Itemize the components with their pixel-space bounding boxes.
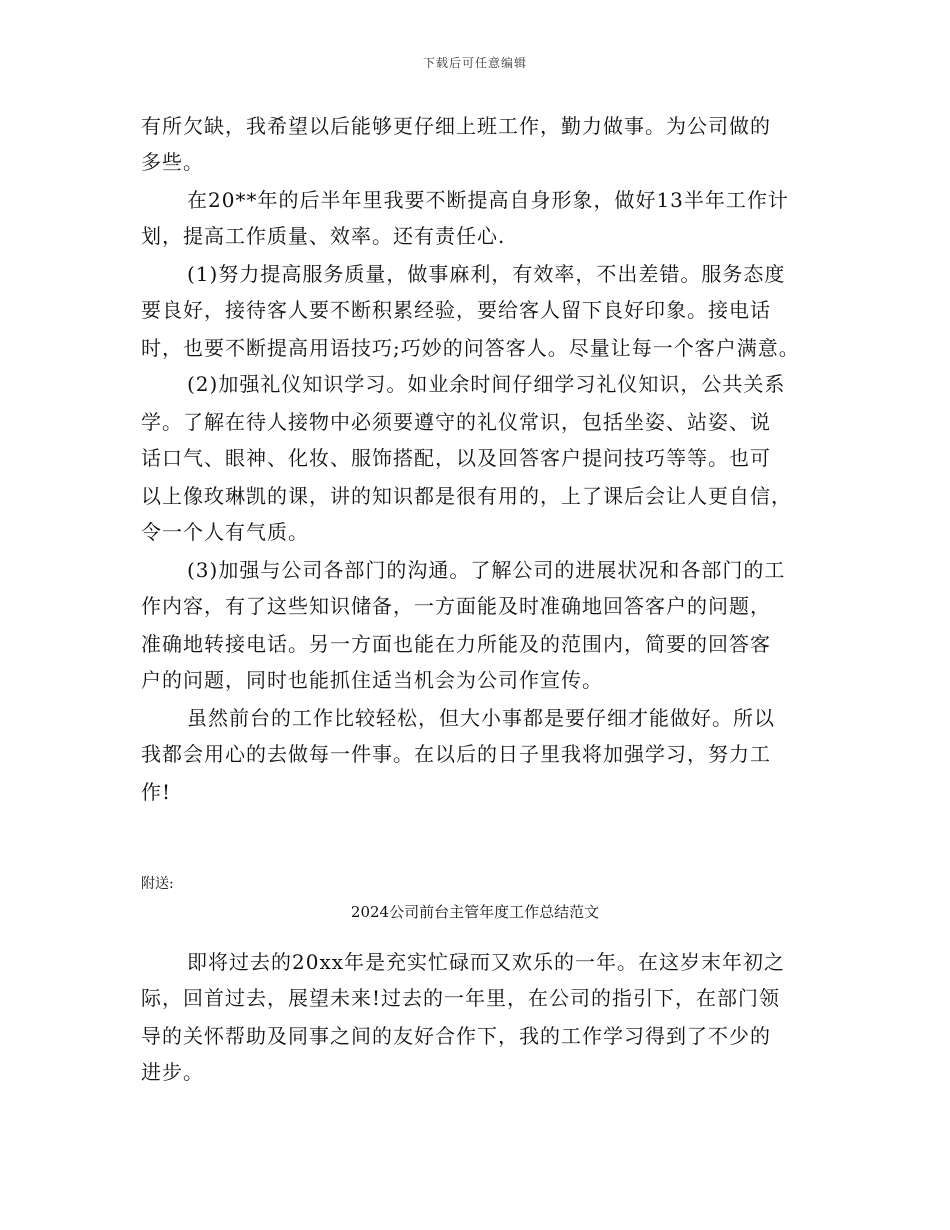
paragraph-line: (1)努力提高服务质量，做事麻利，有效率，不出差错。服务态度 <box>187 262 786 286</box>
paragraph-line: 虽然前台的工作比较轻松，但大小事都是要仔细才能做好。所以 <box>187 706 775 730</box>
paragraph-line: 进步。 <box>141 1060 204 1084</box>
paragraph-line: 时，也要不断提高用语技巧;巧妙的问答客人。尽量让每一个客户满意。 <box>141 336 800 360</box>
paragraph-line: 有所欠缺，我希望以后能够更仔细上班工作，勤力做事。为公司做的 <box>141 114 771 138</box>
paragraph-line: 以上像玫琳凯的课，讲的知识都是很有用的，上了课后会让人更自信， <box>141 484 792 508</box>
paragraph-line: 准确地转接电话。另一方面也能在力所能及的范围内，简要的回答客 <box>141 632 771 656</box>
page-header: 下载后可任意编辑 <box>422 56 527 70</box>
paragraph-line: (3)加强与公司各部门的沟通。了解公司的进展状况和各部门的工 <box>187 558 786 582</box>
paragraph-line: 导的关怀帮助及同事之间的友好合作下，我的工作学习得到了不少的 <box>141 1024 771 1048</box>
paragraph-line: 多些。 <box>141 150 204 174</box>
paragraph-line: 即将过去的20xx年是充实忙碌而又欢乐的一年。在这岁末年初之 <box>187 950 786 974</box>
paragraph-line: 户的问题，同时也能抓住适当机会为公司作宣传。 <box>141 668 603 692</box>
paragraph-line: 作内容，有了这些知识储备，一方面能及时准确地回答客户的问题， <box>141 594 771 618</box>
paragraph-line: 在20**年的后半年里我要不断提高自身形象，做好13半年工作计 <box>187 188 789 212</box>
paragraph-line: 要良好，接待客人要不断积累经验，要给客人留下良好印象。接电话 <box>141 298 771 322</box>
paragraph-line: 际，回首过去，展望未来!过去的一年里，在公司的指引下，在部门领 <box>141 986 781 1010</box>
paragraph-line: 划，提高工作质量、效率。还有责任心. <box>141 224 506 248</box>
attachment-label: 附送: <box>141 876 174 892</box>
paragraph-line: 令一个人有气质。 <box>141 520 309 544</box>
attachment-title: 2024公司前台主管年度工作总结范文 <box>350 903 600 921</box>
paragraph-line: 我都会用心的去做每一件事。在以后的日子里我将加强学习，努力工 <box>141 742 771 766</box>
paragraph-line: 学。了解在待人接物中必须要遵守的礼仪常识，包括坐姿、站姿、说 <box>141 410 771 434</box>
paragraph-line: 话口气、眼神、化妆、服饰搭配，以及回答客户提问技巧等等。也可 <box>141 446 771 470</box>
paragraph-line: (2)加强礼仪知识学习。如业余时间仔细学习礼仪知识，公共关系 <box>187 372 786 396</box>
paragraph-line: 作! <box>141 780 172 804</box>
